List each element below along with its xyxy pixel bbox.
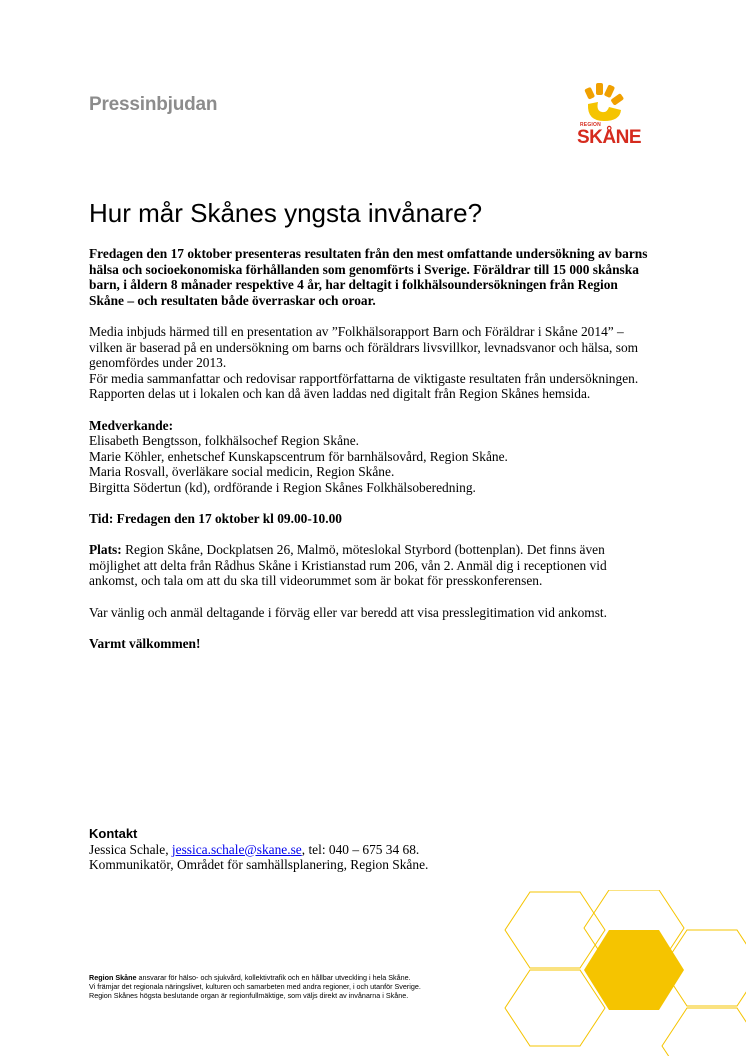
contact-email-link[interactable]: jessica.schale@skane.se — [171, 841, 302, 857]
contact-role: Kommunikatör, Området för samhällsplanering, Region Skåne. — [89, 857, 429, 873]
region-skane-logo — [574, 80, 654, 150]
body-paragraph-2: För media sammanfattar och redovisar rapportförfattarna de viktigaste resultaten från undersökningen. Rapporten delas ut i lokalen och kan då även laddas ned digitalt från Region Skånes hemsida. — [89, 370, 639, 402]
footer-line-2: Vi främjar det regionala näringslivet, kulturen och samarbeten med andra regioner, i och utanför Sverige. — [89, 981, 421, 991]
contact-section — [89, 826, 649, 873]
logo-main-text: SKÅNE — [577, 127, 642, 148]
footer-line-3: Region Skånes högsta beslutande organ är regionfullmäktige, som väljs direkt av invånarna i Skåne. — [89, 990, 409, 1000]
contact-name: Jessica Schale, — [89, 841, 172, 857]
contact-phone: , tel: 040 – 675 34 68. — [301, 841, 420, 857]
intro-paragraph: Fredagen den 17 oktober presenteras resultaten från den mest omfattande undersökning av barns hälsa och socioekonomiska förhållanden som genomförts i Sverige. Föräldrar till 15 000 skånska barn, i åldern 8 månader respektive 4 år, har deltagit i folkhälsoundersökningen från Region Skåne – och resultaten både överraskar och oroar. — [89, 246, 648, 308]
page-title: Hur mår Skånes yngsta invånare? — [89, 198, 483, 228]
place-text: Region Skåne, Dockplatsen 26, Malmö, möteslokal Styrbord (bottenplan). Det finns även möjlighet att delta från Rådhus Skåne i Kristianstad rum 206, vån 2. Anmäl dig i receptionen vid ankomst, och tala om att du ska till videorummet som är bokat för presskonferensen. — [89, 542, 607, 589]
body-paragraph-1: Media inbjuds härmed till en presentation av ”Folkhälsorapport Barn och Föräldrar i Skåne 2014” – vilken är baserad på en undersökning om barns och föräldrars livsvillkor, levnadsvanor och hälsa, som genomfördes under 2013. — [89, 323, 639, 371]
document-type-label: Pressinbjudan — [89, 94, 218, 115]
contact-heading: Kontakt — [89, 826, 138, 841]
participant-item: Birgitta Södertun (kd), ordförande i Region Skånes Folkhälsoberedning. — [89, 479, 476, 495]
registration-note: Var vänlig och anmäl deltagande i förväg eller var beredd att visa presslegitimation vid ankomst. — [89, 604, 607, 620]
logo-small-text: REGION — [580, 122, 601, 128]
document-body — [89, 246, 651, 651]
welcome-text: Varmt välkommen! — [89, 635, 201, 651]
contact-line — [89, 842, 649, 858]
footer — [89, 974, 539, 1000]
hexagon-decoration — [500, 890, 746, 1056]
participants-heading: Medverkande: — [89, 417, 174, 433]
participant-item: Maria Rosvall, överläkare social medicin, Region Skåne. — [89, 464, 395, 480]
participant-item: Elisabeth Bengtsson, folkhälsochef Region Skåne. — [89, 433, 359, 449]
event-time: Tid: Fredagen den 17 oktober kl 09.00-10.00 — [89, 511, 342, 527]
footer-line-1: ansvarar för hälso- och sjukvård, kollektivtrafik och en hållbar utveckling i hela Skåne. — [136, 973, 411, 982]
place-label: Plats: — [89, 542, 122, 558]
sun-emblem-icon — [574, 80, 654, 126]
participant-item: Marie Köhler, enhetschef Kunskapscentrum för barnhälsovård, Region Skåne. — [89, 448, 508, 464]
event-place — [89, 542, 651, 589]
footer-org: Region Skåne — [89, 973, 137, 982]
